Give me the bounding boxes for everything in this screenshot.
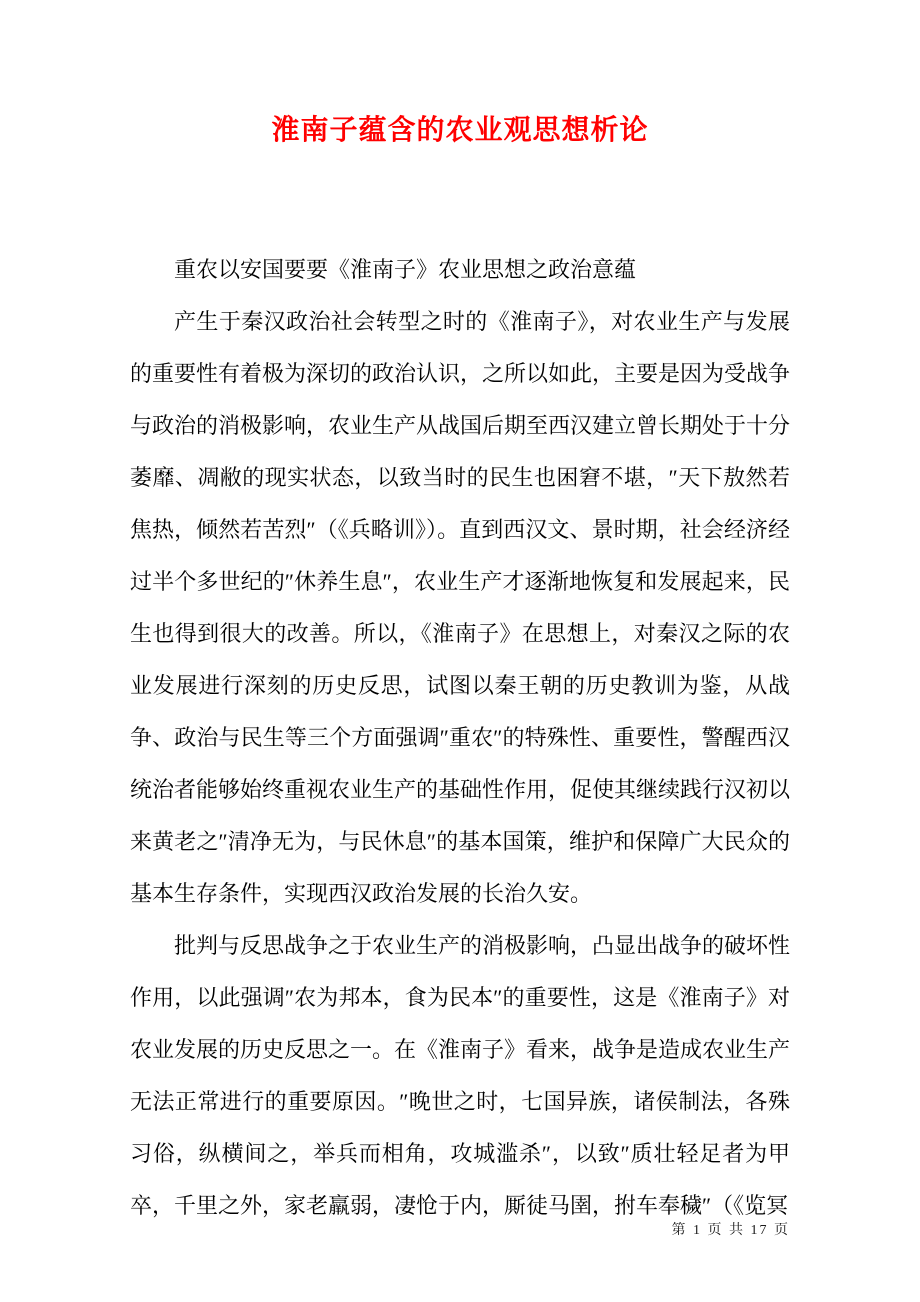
paragraph: 产生于秦汉政治社会转型之时的《淮南子》，对农业生产与发展的重要性有着极为深切的政治认识，之所以如此，主要是因为受战争与政治的消极影响，农业生产从战国后期至西汉建立曾长期处于十分萎靡、凋敝的现实状态，以致当时的民生也困窘不堪，″天下敖然若焦热，倾然若苦烈″（《兵略训》）。直到西汉文、景时期，社会经济经过半个多世纪的″休养生息″，农业生产才逐渐地恢复和发展起来，民生也得到很大的改善。所以，《淮南子》在思想上，对秦汉之际的农业发展进行深刻的历史反思，试图以秦王朝的历史教训为鉴，从战争、政治与民生等三个方面强调″重农″的特殊性、重要性，警醒西汉统治者能够始终重视农业生产的基础性作用，促使其继续践行汉初以来黄老之″清净无为，与民休息″的基本国策，维护和保障广大民众的基本生存条件，实现西汉政治发展的长治久安。	[130, 309, 791, 906]
paragraph: 批判与反思战争之于农业生产的消极影响，凸显出战争的破坏性作用，以此强调″农为邦本，食为民本″的重要性，这是《淮南子》对农业发展的历史反思之一。在《淮南子》看来，战争是造成农业生产无法正常进行的重要原因。″晚世之时，七国异族，诸侯制法，各殊习俗，纵横间之，举兵而相角，攻城滥杀″，以致″质壮轻足者为甲卒，千里之外，家老羸弱，凄怆于内，厮徒马圉，拊车奉穢″（《览冥	[130, 933, 791, 1218]
page-footer	[672, 1222, 791, 1240]
section-heading: 重农以安国要要《淮南子》农业思想之政治意蕴	[174, 257, 637, 282]
page-number-text: 第 1 页 共 17 页	[671, 1223, 790, 1238]
document-title: 淮南子蕴含的农业观思想析论	[271, 115, 649, 146]
document-body	[0, 244, 920, 1232]
